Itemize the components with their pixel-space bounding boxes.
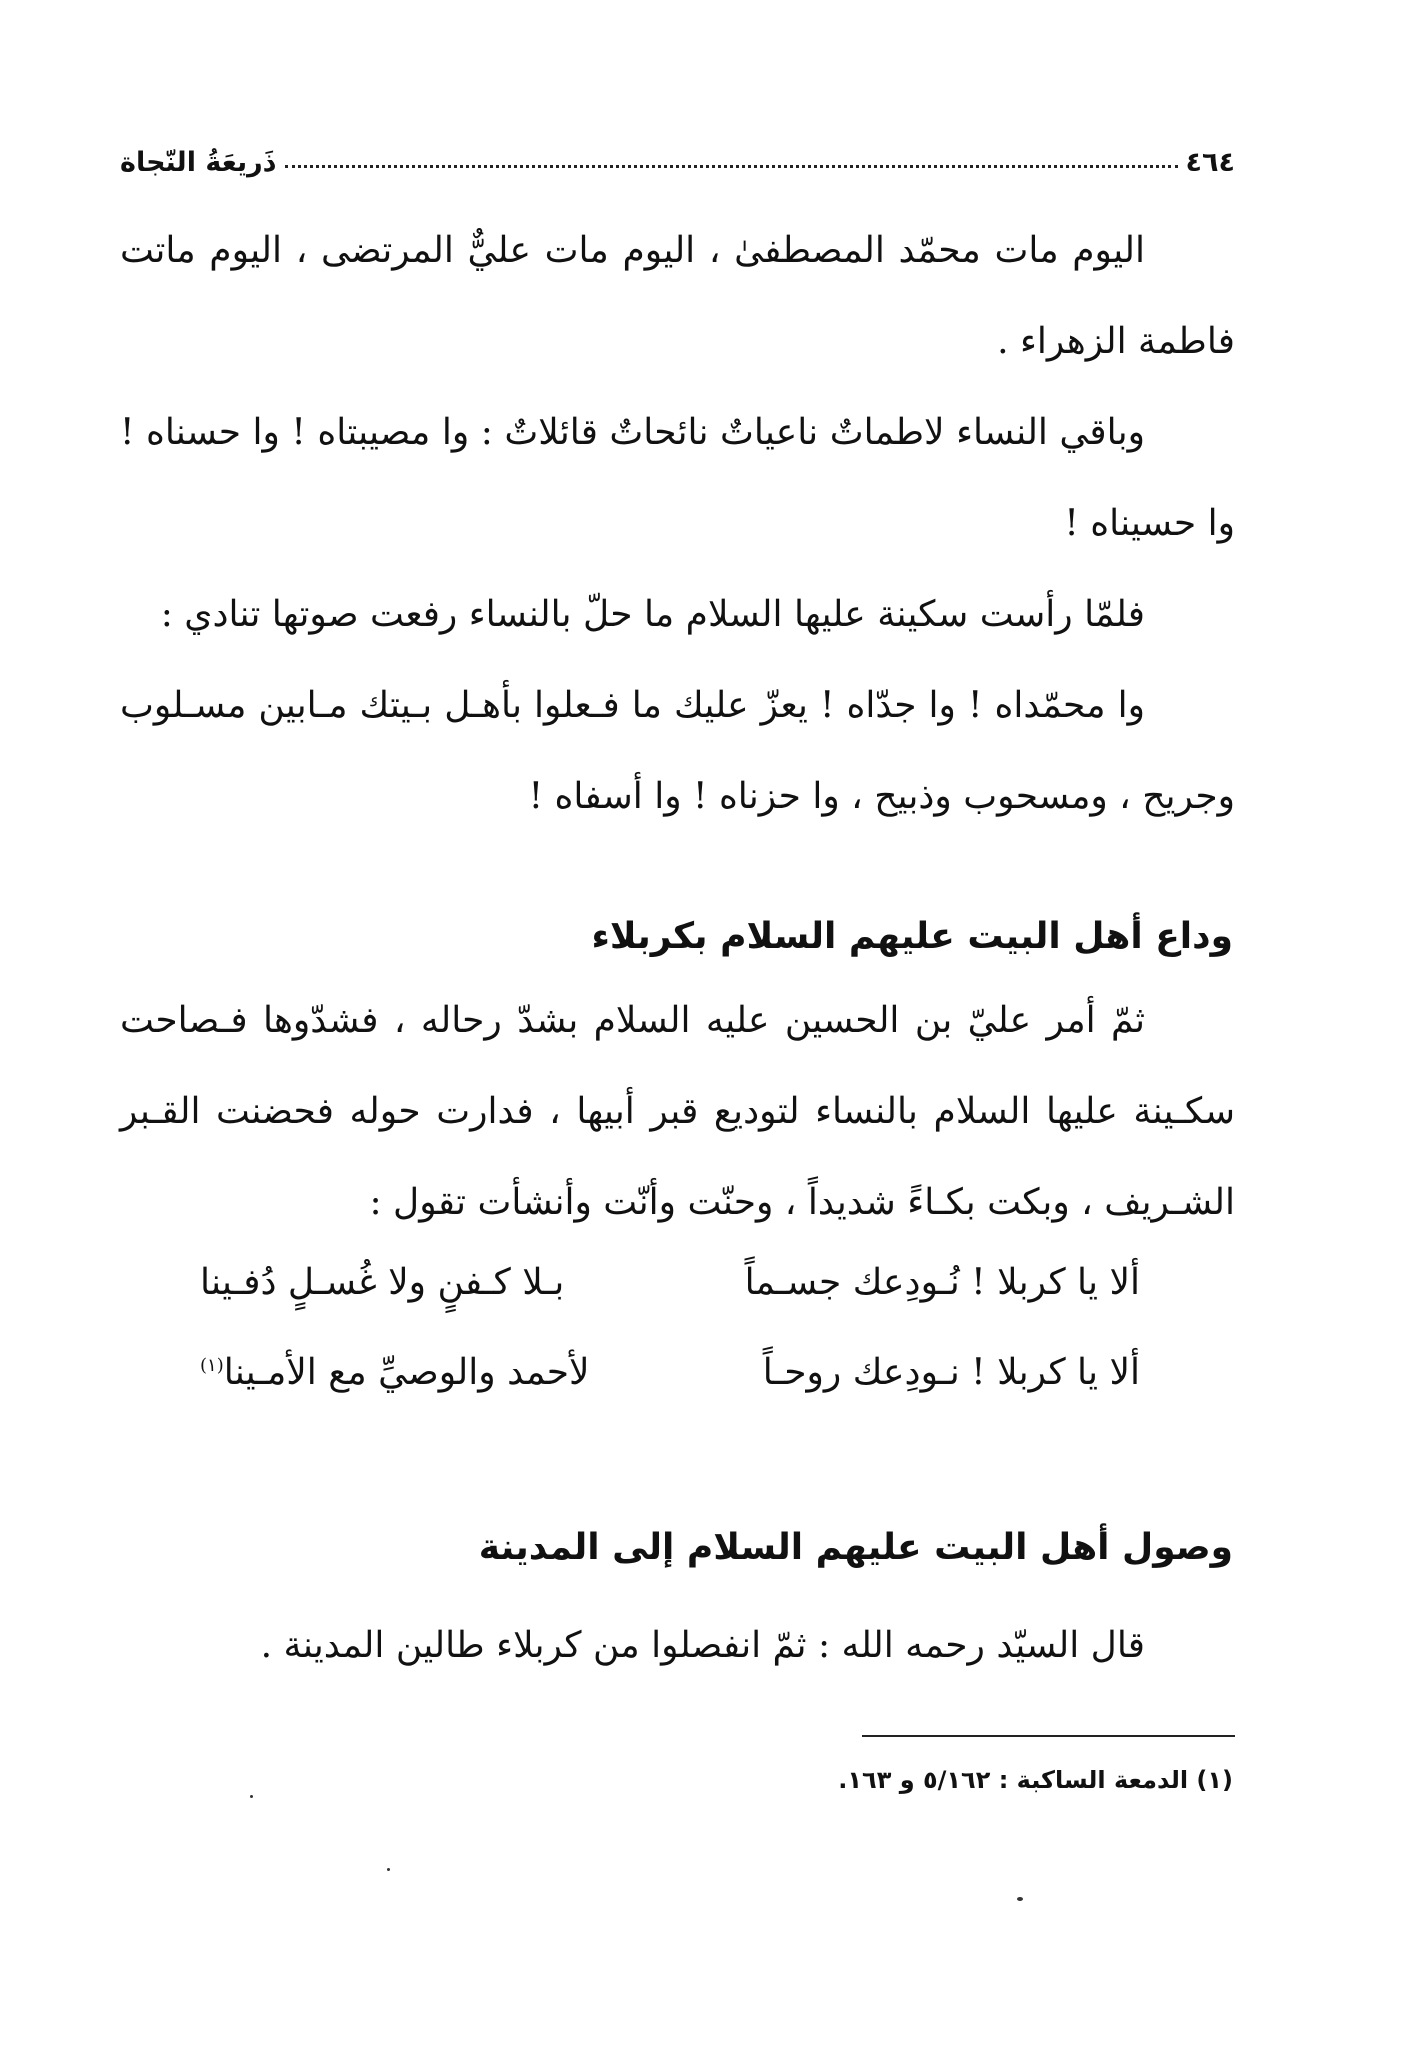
paragraph bbox=[120, 1600, 1235, 1691]
text-line: وا محمّداه ! وا جدّاه ! يعزّ عليك ما فـعلوا بأهـل بـيتك مـابين مسـلوب bbox=[120, 685, 1145, 726]
section-1-text bbox=[120, 205, 1235, 842]
verse-second-hemistich: بـلا كـفنٍ ولا غُسـلٍ دُفـينا bbox=[200, 1262, 565, 1303]
text-line: وا حسيناه ! bbox=[1064, 503, 1235, 544]
text-line: وباقي النساء لاطماتٌ ناعياتٌ نائحاتٌ قائلاتٌ : وا مصيبتاه ! وا حسناه ! bbox=[120, 412, 1145, 453]
verse-first-hemistich: ألا يا كربلا ! نـودِعك روحـاً bbox=[762, 1352, 1140, 1393]
footnote-separator bbox=[862, 1735, 1235, 1737]
text-line: بالنساء لتوديع قبر أبيها ، فدارت حوله فحضنت القـبر الشـريف ، وبكت بكـاءً bbox=[120, 1091, 1235, 1223]
paragraph bbox=[120, 387, 1235, 569]
text-line: الزهراء . bbox=[997, 321, 1127, 362]
text-line: شديداً ، وحنّت وأنّت وأنشأت تقول : bbox=[369, 1182, 896, 1223]
verse-text: لأحمد والوصيِّ مع الأمـينا bbox=[223, 1352, 590, 1393]
text-line: ثمّ أمر عليّ بن الحسين عليه السلام بشدّ رحاله ، فشدّوها فـصاحت سكـينة عليها السلام bbox=[120, 1000, 1236, 1132]
verse-first-hemistich: ألا يا كربلا ! نُـودِعك جسـماً bbox=[744, 1262, 1140, 1303]
section-2-text bbox=[120, 975, 1235, 1248]
text-line: اليوم مات محمّد المصطفىٰ ، اليوم مات عليٌّ المرتضى ، اليوم ماتت فاطمة bbox=[120, 230, 1235, 362]
footnote: (١) الدمعة الساكبة : ٥/١٦٢ و ١٦٣. bbox=[838, 1766, 1233, 1794]
paragraph bbox=[120, 975, 1235, 1248]
poem-verse bbox=[200, 1262, 1140, 1303]
section-heading: وصول أهل البيت عليهم السلام إلى المدينة bbox=[478, 1527, 1233, 1568]
page-number: ٤٦٤ bbox=[1185, 147, 1235, 178]
scan-speck bbox=[387, 1868, 390, 1871]
verse-second-hemistich bbox=[200, 1352, 590, 1393]
scan-speck bbox=[250, 1795, 253, 1798]
text-line: فلمّا رأست سكينة عليها السلام ما حلّ بالنساء رفعت صوتها تنادي : bbox=[160, 594, 1145, 635]
paragraph bbox=[120, 569, 1235, 660]
section-heading: وداع أهل البيت عليهم السلام بكربلاء bbox=[591, 916, 1233, 957]
running-header bbox=[120, 128, 1235, 178]
text-line: قال السيّد رحمه الله : ثمّ انفصلوا من كربلاء طالين المدينة . bbox=[260, 1625, 1145, 1666]
paragraph bbox=[120, 205, 1235, 387]
text-line: وجريح ، ومسحوب وذبيح ، وا حزناه ! وا أسفاه ! bbox=[528, 776, 1235, 817]
book-title: ذَريعَةُ النّجاة bbox=[120, 147, 277, 178]
footnote-marker: (١) bbox=[200, 1355, 224, 1376]
poem-verse bbox=[200, 1352, 1140, 1393]
section-3-text bbox=[120, 1600, 1235, 1691]
header-dot-leader bbox=[285, 165, 1178, 168]
paragraph bbox=[120, 660, 1235, 842]
scan-speck bbox=[1017, 1897, 1023, 1901]
